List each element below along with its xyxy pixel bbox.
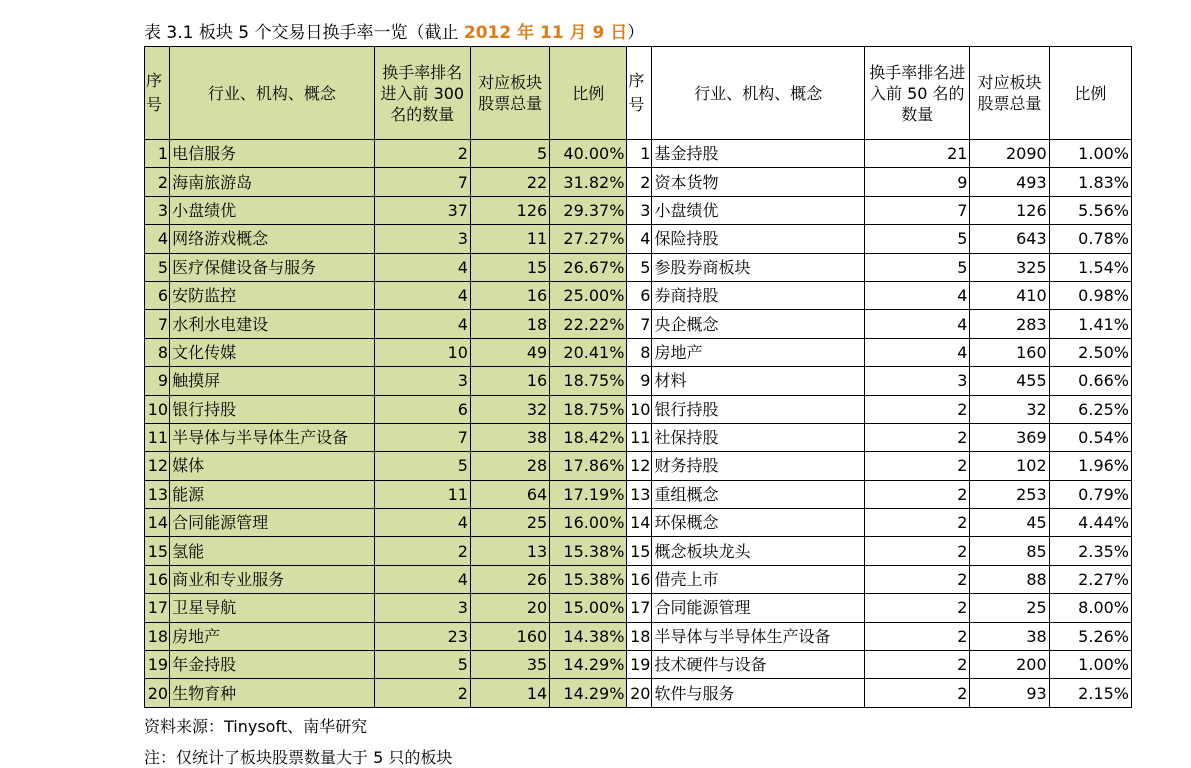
table-row: [145, 253, 1132, 281]
right-total-cell: 200: [970, 651, 1049, 679]
left-total-cell: 26: [470, 565, 549, 593]
right-total-cell: 45: [970, 509, 1049, 537]
right-total-cell: 32: [970, 395, 1049, 423]
left-name-cell: 合同能源管理: [170, 509, 375, 537]
left-count-cell: 3: [374, 225, 470, 253]
right-name-cell: 券商持股: [652, 281, 865, 309]
left-total-cell: 126: [470, 196, 549, 224]
right-count-cell: 2: [865, 565, 970, 593]
left-ratio-cell: 26.67%: [550, 253, 627, 281]
left-ratio-cell: 31.82%: [550, 168, 627, 196]
right-ratio-cell: 8.00%: [1049, 594, 1131, 622]
header-top300: 换手率排名进入前 300 名的数量: [374, 47, 470, 140]
right-ratio-cell: 2.15%: [1049, 679, 1131, 707]
left-total-cell: 20: [470, 594, 549, 622]
table-row: [145, 651, 1132, 679]
left-seq-cell: 5: [145, 253, 170, 281]
left-seq-cell: 15: [145, 537, 170, 565]
right-name-cell: 基金持股: [652, 140, 865, 168]
left-total-cell: 18: [470, 310, 549, 338]
right-count-cell: 2: [865, 509, 970, 537]
table-title: [144, 18, 644, 43]
left-seq-cell: 10: [145, 395, 170, 423]
left-name-cell: 半导体与半导体生产设备: [170, 423, 375, 451]
right-name-cell: 社保持股: [652, 423, 865, 451]
left-name-cell: 房地产: [170, 622, 375, 650]
right-total-cell: 85: [970, 537, 1049, 565]
right-count-cell: 2: [865, 622, 970, 650]
left-seq-cell: 16: [145, 565, 170, 593]
right-count-cell: 4: [865, 281, 970, 309]
left-count-cell: 11: [374, 480, 470, 508]
right-count-cell: 2: [865, 679, 970, 707]
left-count-cell: 7: [374, 423, 470, 451]
left-total-cell: 14: [470, 679, 549, 707]
right-count-cell: 4: [865, 310, 970, 338]
table-row: [145, 140, 1132, 168]
table-row: [145, 395, 1132, 423]
left-seq-cell: 13: [145, 480, 170, 508]
left-ratio-cell: 17.19%: [550, 480, 627, 508]
left-name-cell: 安防监控: [170, 281, 375, 309]
left-count-cell: 2: [374, 679, 470, 707]
table-row: [145, 565, 1132, 593]
left-seq-cell: 6: [145, 281, 170, 309]
left-ratio-cell: 40.00%: [550, 140, 627, 168]
header-seq-left: 序号: [145, 47, 170, 140]
title-prefix: 表 3.1 板块 5 个交易日换手率一览（截止: [144, 23, 464, 43]
header-industry-right: 行业、机构、概念: [652, 47, 865, 140]
table-row: [145, 225, 1132, 253]
left-total-cell: 28: [470, 452, 549, 480]
left-name-cell: 年金持股: [170, 651, 375, 679]
right-count-cell: 4: [865, 338, 970, 366]
table-row: [145, 423, 1132, 451]
left-count-cell: 37: [374, 196, 470, 224]
right-total-cell: 93: [970, 679, 1049, 707]
left-ratio-cell: 15.38%: [550, 565, 627, 593]
right-ratio-cell: 1.83%: [1049, 168, 1131, 196]
left-ratio-cell: 17.86%: [550, 452, 627, 480]
right-ratio-cell: 2.27%: [1049, 565, 1131, 593]
right-count-cell: 2: [865, 537, 970, 565]
left-name-cell: 触摸屏: [170, 367, 375, 395]
header-total-left: 对应板块股票总量: [470, 47, 549, 140]
table-row: [145, 622, 1132, 650]
left-ratio-cell: 14.29%: [550, 679, 627, 707]
right-seq-cell: 13: [627, 480, 652, 508]
table-row: [145, 480, 1132, 508]
left-seq-cell: 9: [145, 367, 170, 395]
title-date: 2012 年 11 月 9 日: [463, 23, 628, 43]
left-total-cell: 11: [470, 225, 549, 253]
right-ratio-cell: 1.00%: [1049, 140, 1131, 168]
table-row: [145, 338, 1132, 366]
left-name-cell: 海南旅游岛: [170, 168, 375, 196]
right-name-cell: 半导体与半导体生产设备: [652, 622, 865, 650]
right-total-cell: 102: [970, 452, 1049, 480]
right-total-cell: 38: [970, 622, 1049, 650]
left-count-cell: 7: [374, 168, 470, 196]
right-name-cell: 借壳上市: [652, 565, 865, 593]
table-row: [145, 281, 1132, 309]
right-seq-cell: 19: [627, 651, 652, 679]
left-total-cell: 160: [470, 622, 549, 650]
left-ratio-cell: 14.29%: [550, 651, 627, 679]
left-count-cell: 5: [374, 452, 470, 480]
left-name-cell: 文化传媒: [170, 338, 375, 366]
left-seq-cell: 4: [145, 225, 170, 253]
left-total-cell: 13: [470, 537, 549, 565]
left-ratio-cell: 18.75%: [550, 395, 627, 423]
right-count-cell: 21: [865, 140, 970, 168]
left-name-cell: 网络游戏概念: [170, 225, 375, 253]
left-seq-cell: 20: [145, 679, 170, 707]
left-ratio-cell: 16.00%: [550, 509, 627, 537]
left-seq-cell: 18: [145, 622, 170, 650]
left-count-cell: 23: [374, 622, 470, 650]
left-ratio-cell: 14.38%: [550, 622, 627, 650]
header-seq-right: 序号: [627, 47, 652, 140]
source-note: 资料来源：Tinysoft、南华研究: [144, 717, 368, 736]
right-seq-cell: 18: [627, 622, 652, 650]
right-ratio-cell: 0.78%: [1049, 225, 1131, 253]
left-total-cell: 15: [470, 253, 549, 281]
right-seq-cell: 5: [627, 253, 652, 281]
right-seq-cell: 10: [627, 395, 652, 423]
left-total-cell: 16: [470, 281, 549, 309]
left-total-cell: 22: [470, 168, 549, 196]
left-name-cell: 生物育种: [170, 679, 375, 707]
right-name-cell: 资本货物: [652, 168, 865, 196]
right-ratio-cell: 0.66%: [1049, 367, 1131, 395]
right-name-cell: 软件与服务: [652, 679, 865, 707]
left-name-cell: 电信服务: [170, 140, 375, 168]
table-row: [145, 679, 1132, 707]
left-name-cell: 水利水电建设: [170, 310, 375, 338]
right-total-cell: 88: [970, 565, 1049, 593]
left-count-cell: 4: [374, 565, 470, 593]
right-name-cell: 财务持股: [652, 452, 865, 480]
left-count-cell: 5: [374, 651, 470, 679]
left-count-cell: 10: [374, 338, 470, 366]
right-ratio-cell: 1.96%: [1049, 452, 1131, 480]
left-ratio-cell: 29.37%: [550, 196, 627, 224]
left-count-cell: 3: [374, 367, 470, 395]
header-row: [145, 47, 1132, 140]
left-total-cell: 35: [470, 651, 549, 679]
left-total-cell: 16: [470, 367, 549, 395]
right-count-cell: 5: [865, 253, 970, 281]
right-name-cell: 参股券商板块: [652, 253, 865, 281]
left-name-cell: 氢能: [170, 537, 375, 565]
right-seq-cell: 2: [627, 168, 652, 196]
footnote: 注：仅统计了板块股票数量大于 5 只的板块: [144, 748, 453, 767]
left-total-cell: 49: [470, 338, 549, 366]
left-total-cell: 38: [470, 423, 549, 451]
right-name-cell: 银行持股: [652, 395, 865, 423]
left-count-cell: 4: [374, 281, 470, 309]
left-count-cell: 3: [374, 594, 470, 622]
left-count-cell: 4: [374, 253, 470, 281]
left-name-cell: 卫星导航: [170, 594, 375, 622]
left-name-cell: 媒体: [170, 452, 375, 480]
left-count-cell: 2: [374, 537, 470, 565]
left-seq-cell: 3: [145, 196, 170, 224]
title-suffix: ）: [627, 23, 645, 43]
right-seq-cell: 20: [627, 679, 652, 707]
right-ratio-cell: 5.26%: [1049, 622, 1131, 650]
left-ratio-cell: 25.00%: [550, 281, 627, 309]
right-total-cell: 2090: [970, 140, 1049, 168]
right-ratio-cell: 5.56%: [1049, 196, 1131, 224]
right-seq-cell: 8: [627, 338, 652, 366]
right-name-cell: 环保概念: [652, 509, 865, 537]
right-ratio-cell: 0.79%: [1049, 480, 1131, 508]
right-name-cell: 小盘绩优: [652, 196, 865, 224]
right-total-cell: 25: [970, 594, 1049, 622]
left-name-cell: 商业和专业服务: [170, 565, 375, 593]
left-count-cell: 4: [374, 509, 470, 537]
right-name-cell: 技术硬件与设备: [652, 651, 865, 679]
right-total-cell: 160: [970, 338, 1049, 366]
left-count-cell: 2: [374, 140, 470, 168]
turnover-table: [144, 46, 1132, 708]
right-seq-cell: 4: [627, 225, 652, 253]
header-ratio-left: 比例: [550, 47, 627, 140]
left-ratio-cell: 15.38%: [550, 537, 627, 565]
left-seq-cell: 19: [145, 651, 170, 679]
left-ratio-cell: 18.42%: [550, 423, 627, 451]
right-name-cell: 房地产: [652, 338, 865, 366]
right-seq-cell: 1: [627, 140, 652, 168]
left-ratio-cell: 15.00%: [550, 594, 627, 622]
left-ratio-cell: 18.75%: [550, 367, 627, 395]
right-name-cell: 央企概念: [652, 310, 865, 338]
left-seq-cell: 14: [145, 509, 170, 537]
right-count-cell: 2: [865, 480, 970, 508]
left-seq-cell: 7: [145, 310, 170, 338]
right-seq-cell: 14: [627, 509, 652, 537]
right-total-cell: 410: [970, 281, 1049, 309]
right-seq-cell: 17: [627, 594, 652, 622]
left-name-cell: 小盘绩优: [170, 196, 375, 224]
right-seq-cell: 12: [627, 452, 652, 480]
left-ratio-cell: 27.27%: [550, 225, 627, 253]
left-seq-cell: 8: [145, 338, 170, 366]
right-total-cell: 493: [970, 168, 1049, 196]
right-seq-cell: 7: [627, 310, 652, 338]
right-total-cell: 325: [970, 253, 1049, 281]
right-seq-cell: 16: [627, 565, 652, 593]
table-row: [145, 452, 1132, 480]
left-seq-cell: 2: [145, 168, 170, 196]
right-count-cell: 3: [865, 367, 970, 395]
right-name-cell: 重组概念: [652, 480, 865, 508]
right-count-cell: 2: [865, 395, 970, 423]
table-row: [145, 367, 1132, 395]
right-total-cell: 455: [970, 367, 1049, 395]
right-count-cell: 2: [865, 594, 970, 622]
right-ratio-cell: 1.54%: [1049, 253, 1131, 281]
right-ratio-cell: 6.25%: [1049, 395, 1131, 423]
header-industry-left: 行业、机构、概念: [170, 47, 375, 140]
right-seq-cell: 9: [627, 367, 652, 395]
right-total-cell: 283: [970, 310, 1049, 338]
right-count-cell: 5: [865, 225, 970, 253]
right-ratio-cell: 4.44%: [1049, 509, 1131, 537]
left-total-cell: 64: [470, 480, 549, 508]
table-row: [145, 168, 1132, 196]
left-seq-cell: 12: [145, 452, 170, 480]
right-total-cell: 126: [970, 196, 1049, 224]
right-count-cell: 9: [865, 168, 970, 196]
header-total-right: 对应板块股票总量: [970, 47, 1049, 140]
table-row: [145, 509, 1132, 537]
left-total-cell: 25: [470, 509, 549, 537]
right-total-cell: 643: [970, 225, 1049, 253]
left-total-cell: 32: [470, 395, 549, 423]
right-name-cell: 合同能源管理: [652, 594, 865, 622]
right-count-cell: 2: [865, 452, 970, 480]
right-seq-cell: 3: [627, 196, 652, 224]
right-name-cell: 材料: [652, 367, 865, 395]
left-name-cell: 能源: [170, 480, 375, 508]
left-seq-cell: 1: [145, 140, 170, 168]
right-count-cell: 7: [865, 196, 970, 224]
right-seq-cell: 6: [627, 281, 652, 309]
right-name-cell: 保险持股: [652, 225, 865, 253]
right-seq-cell: 11: [627, 423, 652, 451]
right-seq-cell: 15: [627, 537, 652, 565]
table-row: [145, 594, 1132, 622]
right-count-cell: 2: [865, 651, 970, 679]
table-row: [145, 310, 1132, 338]
left-seq-cell: 11: [145, 423, 170, 451]
left-ratio-cell: 22.22%: [550, 310, 627, 338]
header-top50: 换手率排名进入前 50 名的数量: [865, 47, 970, 140]
right-name-cell: 概念板块龙头: [652, 537, 865, 565]
left-name-cell: 银行持股: [170, 395, 375, 423]
right-total-cell: 253: [970, 480, 1049, 508]
right-ratio-cell: 0.54%: [1049, 423, 1131, 451]
left-seq-cell: 17: [145, 594, 170, 622]
left-count-cell: 4: [374, 310, 470, 338]
right-ratio-cell: 2.35%: [1049, 537, 1131, 565]
header-ratio-right: 比例: [1049, 47, 1131, 140]
left-name-cell: 医疗保健设备与服务: [170, 253, 375, 281]
left-total-cell: 5: [470, 140, 549, 168]
right-ratio-cell: 0.98%: [1049, 281, 1131, 309]
right-ratio-cell: 1.00%: [1049, 651, 1131, 679]
right-ratio-cell: 2.50%: [1049, 338, 1131, 366]
right-count-cell: 2: [865, 423, 970, 451]
left-ratio-cell: 20.41%: [550, 338, 627, 366]
table-row: [145, 196, 1132, 224]
left-count-cell: 6: [374, 395, 470, 423]
table-row: [145, 537, 1132, 565]
right-ratio-cell: 1.41%: [1049, 310, 1131, 338]
right-total-cell: 369: [970, 423, 1049, 451]
